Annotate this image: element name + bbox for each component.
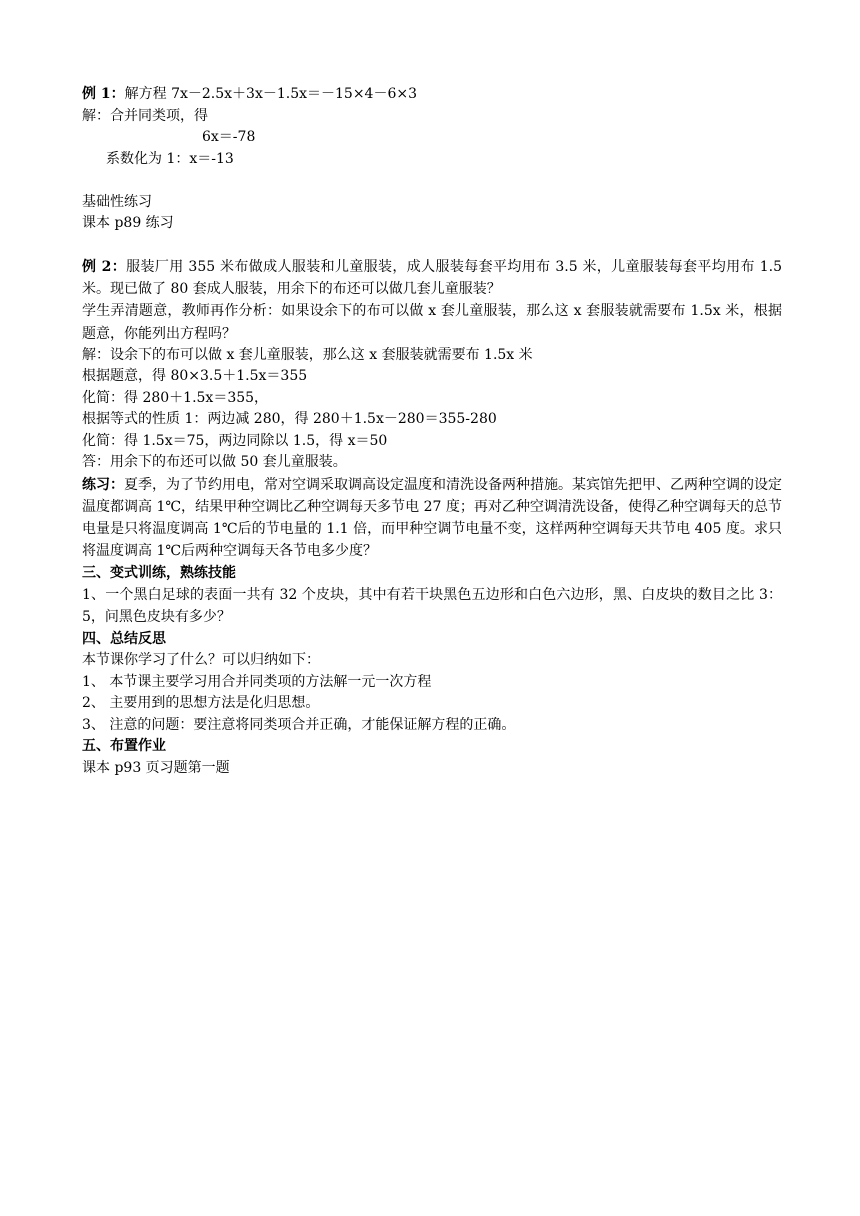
example2-analysis: 学生弄清题意，教师再作分析：如果设余下的布可以做 x 套儿童服装，那么这 x 套服装就需要布 1.5x 米，根据题意，你能列出方程吗？	[82, 303, 782, 342]
section3-text: 1、一个黑白足球的表面一共有 32 个皮块，其中有若干块黑色五边形和白色六边形，黑、白皮块的数目之比 3：5，问黑色皮块有多少？	[82, 587, 782, 626]
example2-problem	[82, 256, 782, 300]
section4-heading: 四、总结反思	[82, 630, 166, 647]
example1-problem	[82, 84, 782, 106]
exercise-paragraph	[82, 474, 782, 563]
example1-label: 例 1：	[82, 86, 125, 102]
example2-line: 解：设余下的布可以做 x 套儿童服装，那么这 x 套服装就需要布 1.5x 米	[82, 346, 533, 363]
example1-problem-text: 解方程 7x－2.5x＋3x－1.5x＝－15×4－6×3	[124, 86, 417, 102]
section3-heading: 三、变式训练，熟练技能	[82, 564, 236, 581]
section4-intro: 本节课你学习了什么？可以归纳如下：	[82, 652, 320, 669]
spacer	[82, 235, 782, 257]
section5-text: 课本 p93 页习题第一题	[82, 759, 230, 776]
section4-item: 2、 主要用到的思想方法是化归思想。	[82, 695, 320, 712]
document-page	[82, 84, 782, 779]
example2-line: 化简：得 280＋1.5x＝355，	[82, 389, 269, 406]
example2-line: 根据等式的性质 1：两边减 280，得 280＋1.5x－280＝355-280	[82, 411, 497, 428]
example2-line: 根据题意，得 80×3.5＋1.5x＝355	[82, 368, 308, 385]
example1-step1: 6x＝-78	[202, 129, 256, 145]
section5-heading: 五、布置作业	[82, 738, 166, 755]
exercise-label: 练习：	[82, 476, 124, 493]
section4-item: 1、 本节课主要学习用合并同类项的方法解一元一次方程	[82, 673, 432, 690]
basic-practice-text: 课本 p89 练习	[82, 215, 174, 231]
example2-line: 化简：得 1.5x＝75，两边同除以 1.5，得 x＝50	[82, 432, 388, 449]
example2-line: 答：用余下的布还可以做 50 套儿童服装。	[82, 454, 347, 471]
example1-solution-intro: 解：合并同类项，得	[82, 107, 208, 124]
section4-item: 3、 注意的问题：要注意将同类项合并正确，才能保证解方程的正确。	[82, 716, 516, 733]
example1-step2: 系数化为 1：x＝-13	[106, 150, 234, 167]
example2-label: 例 2：	[82, 259, 127, 275]
spacer	[82, 170, 782, 192]
exercise-text: 夏季，为了节约用电，常对空调采取调高设定温度和清洗设备两种措施。某宾馆先把甲、乙两种空调的设定温度都调高 1℃，结果甲种空调比乙种空调每天多节电 27 度；再对乙种空调清洗设备，使得乙种空调每天的总节电量是只将温度调高 1℃后的节电量的 1.1 倍，而甲种空调节电量不变，这样两种空调每天共节电 405 度。求只将温度调高 1℃后两种空调每天各节电多少度？	[82, 476, 782, 560]
basic-practice-title: 基础性练习	[82, 193, 152, 210]
example2-problem-text: 服装厂用 355 米布做成人服装和儿童服装，成人服装每套平均用布 3.5 米，儿童服装每套平均用布 1.5 米。现已做了 80 套成人服装，用余下的布还可以做几套儿童服装？	[82, 259, 782, 298]
